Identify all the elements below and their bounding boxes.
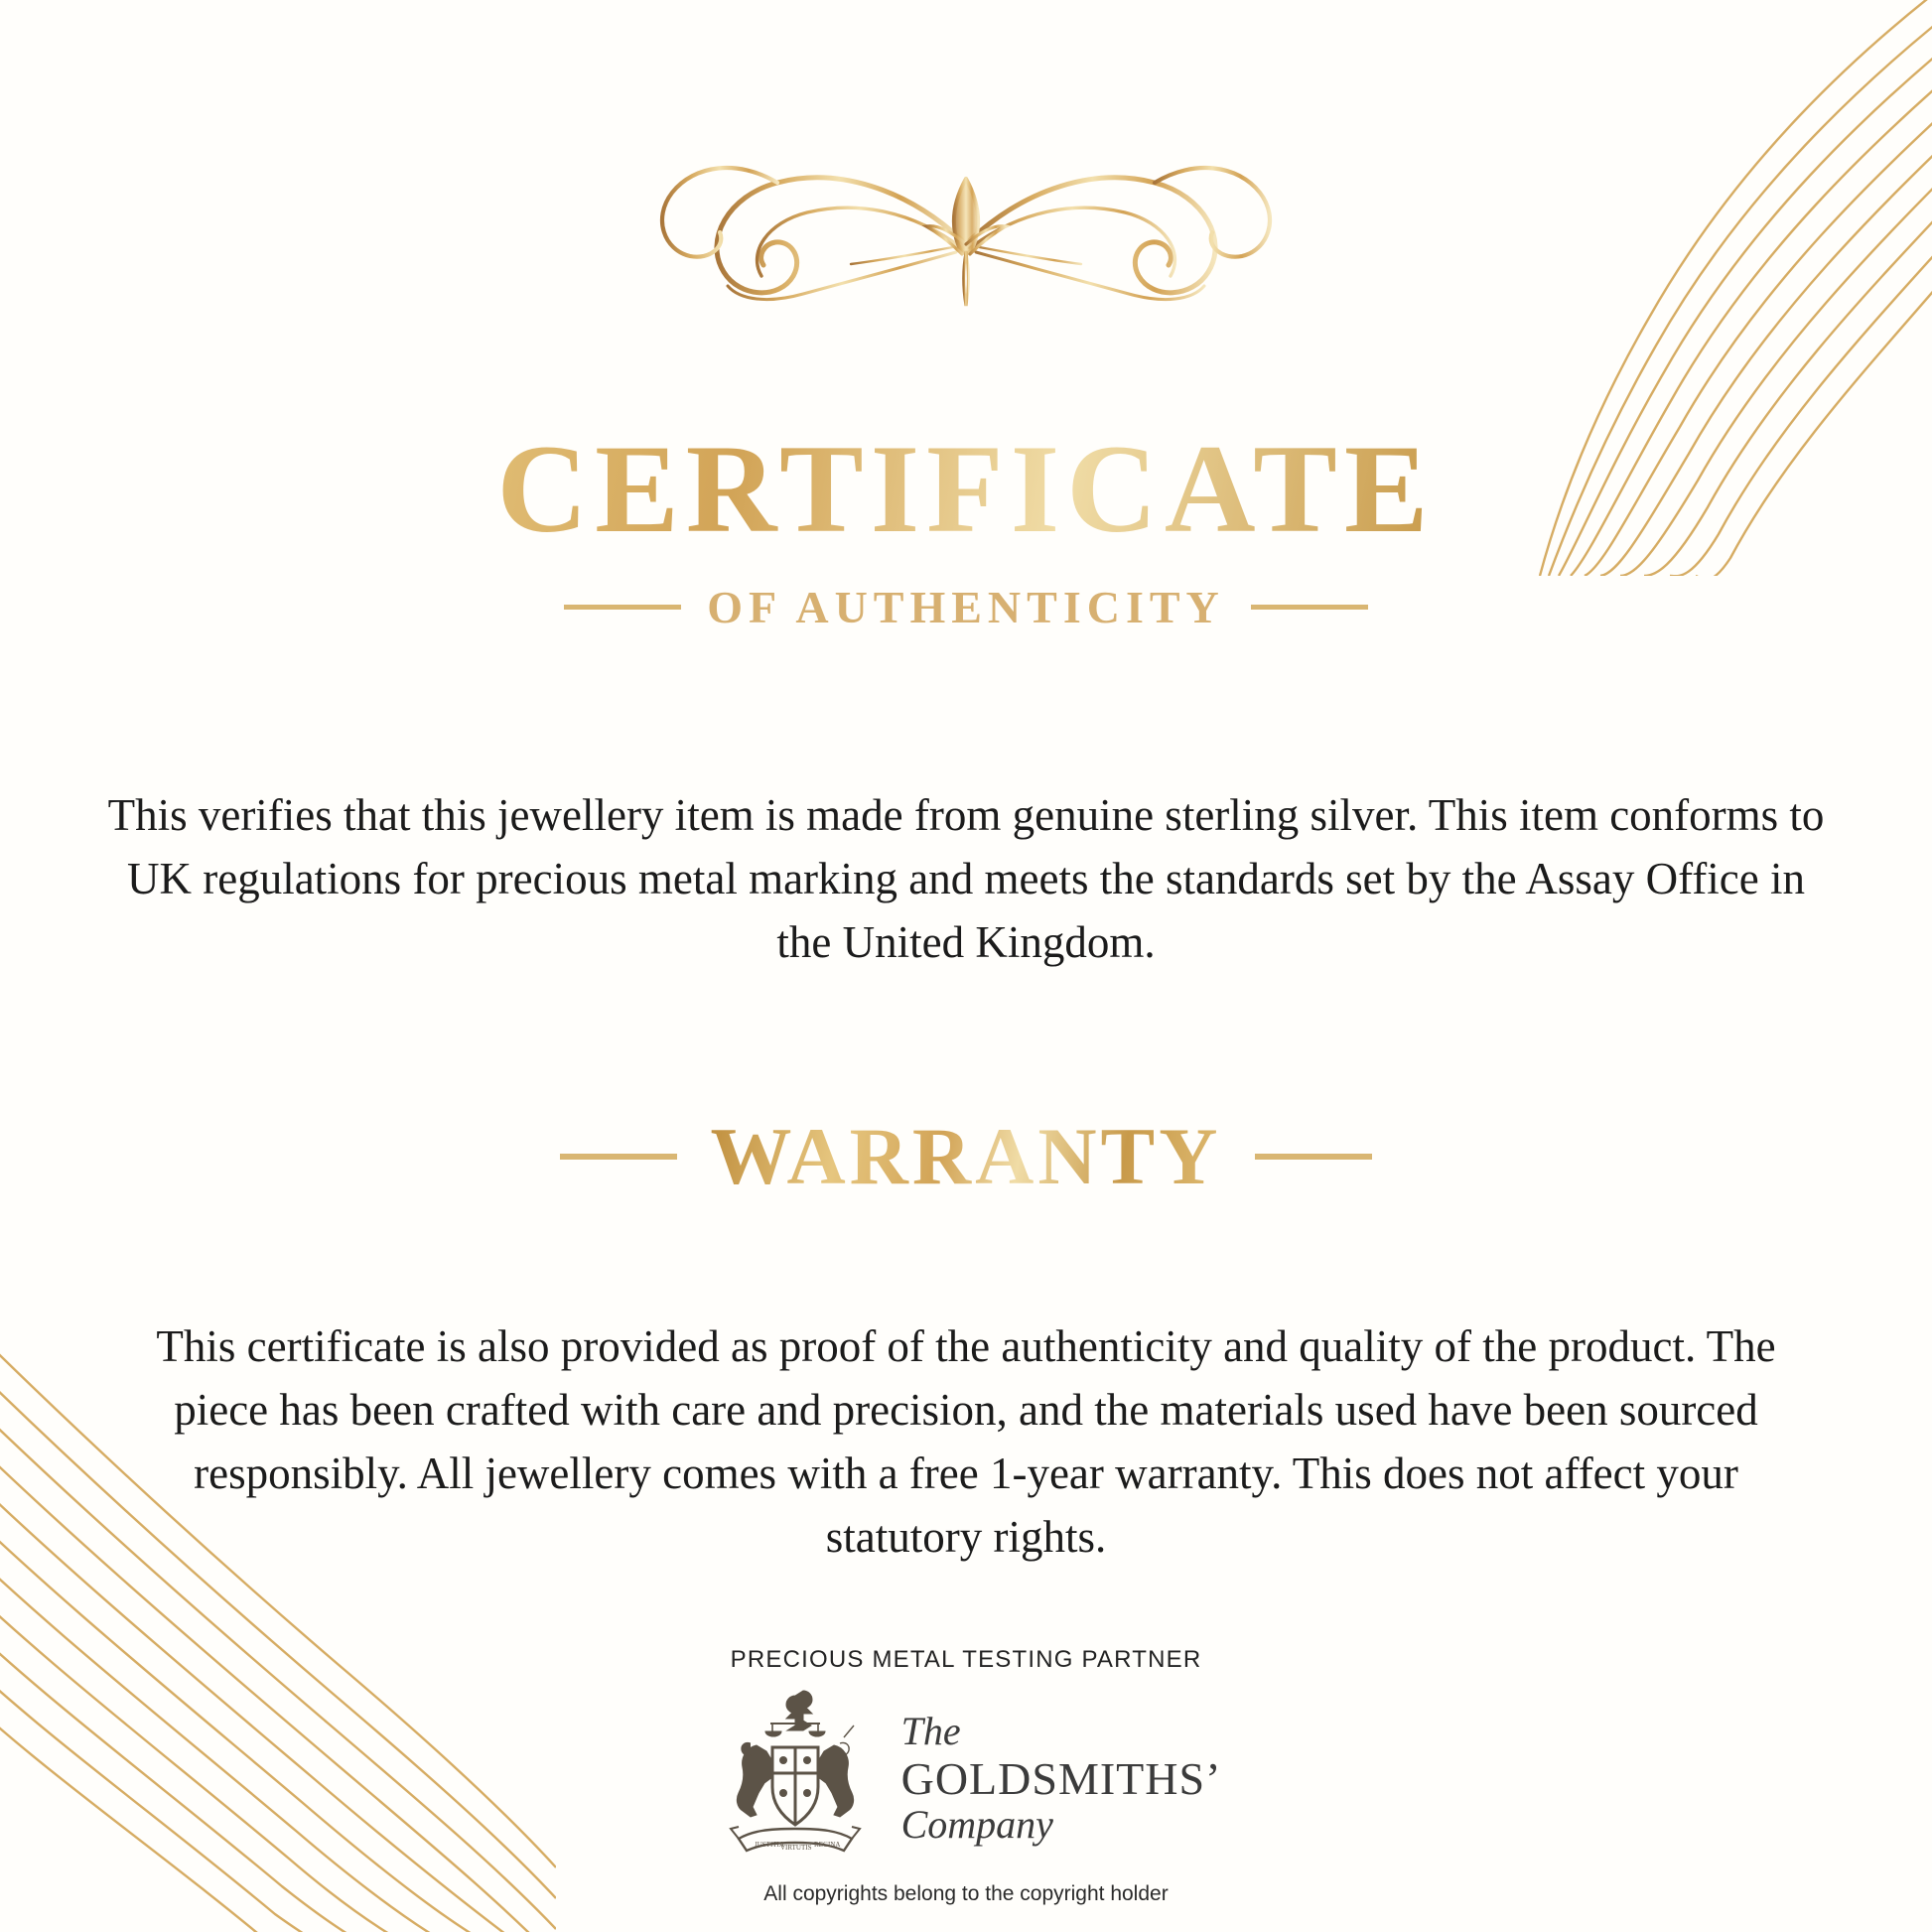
page-title: CERTIFICATE [0,427,1932,553]
title-block [0,420,1932,633]
footer [0,1646,1932,1906]
partner-row [0,1690,1932,1868]
page-subtitle: OF AUTHENTICITY [707,582,1225,632]
warranty-heading: WARRANTY [710,1111,1222,1201]
warranty-statement: This certificate is also provided as proof of the authenticity and quality of the product. The piece has been crafted with care and precision, and the materials used have been sourced responsibly. All jewellery comes with a free 1-year warranty. This does not affect your statutory rights. [156,1321,1776,1562]
crest-motto-center: VIRTUTIS [779,1844,812,1852]
crest-motto-left: JUSTITIA [754,1841,784,1849]
partner-name [900,1708,1222,1848]
warranty-rule-right [1255,1154,1372,1160]
partner-goldsmiths: GOLDSMITHS’ [900,1752,1222,1804]
warranty-heading-row [0,1110,1932,1203]
partner-the: The [900,1708,961,1753]
subtitle-rule-right [1251,605,1368,610]
crest-motto-right: REGINA [813,1841,841,1849]
authenticity-statement: This verifies that this jewellery item is made from genuine sterling silver. This item conforms to UK regulations for precious metal marking and meets the standards set by the Assay Office in the United Kingdom. [107,790,1825,967]
copyright-notice: All copyrights belong to the copyright holder [763,1882,1169,1905]
partner-company: Company [900,1802,1053,1848]
flourish-ornament-icon [609,149,1323,338]
partner-label: PRECIOUS METAL TESTING PARTNER [730,1646,1202,1673]
warranty-rule-left [560,1154,677,1160]
heraldic-crest-icon [711,1690,880,1868]
subtitle-rule-left [564,605,681,610]
subtitle-row [0,581,1932,633]
